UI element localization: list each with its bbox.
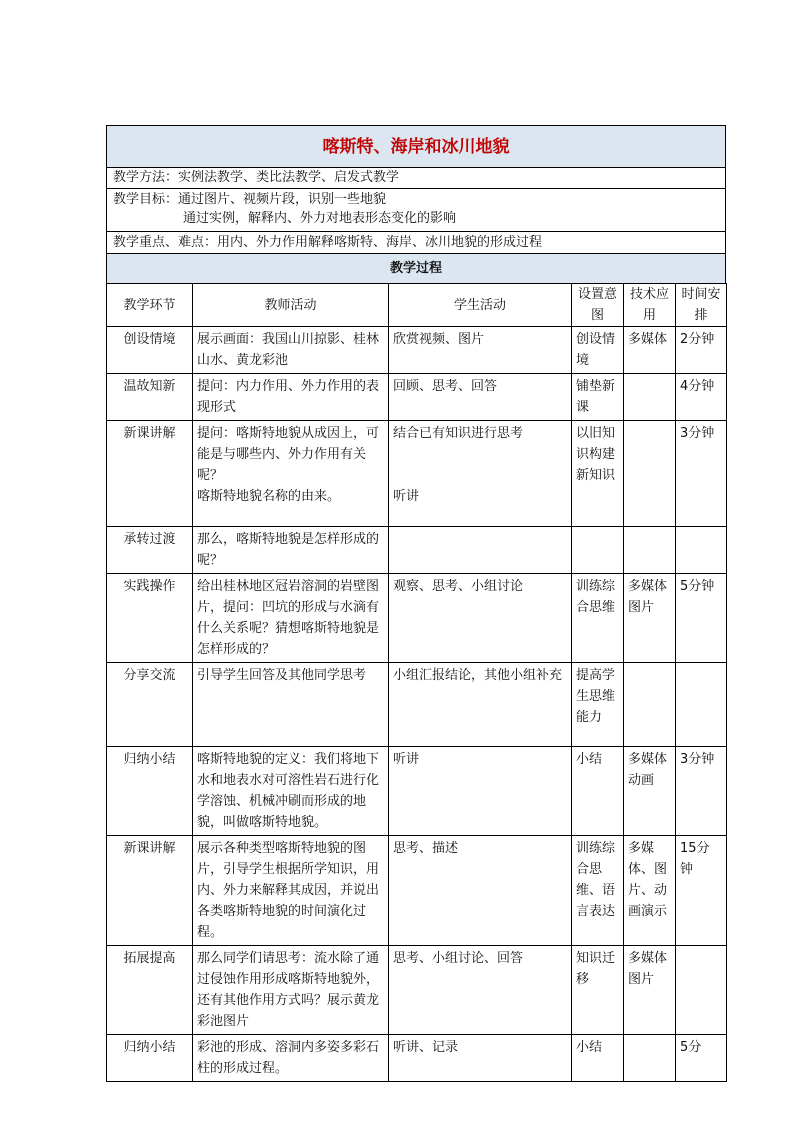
cell-intent: 小结 xyxy=(572,1035,624,1082)
cell-stage: 温故知新 xyxy=(107,374,193,421)
table-row xyxy=(107,836,727,946)
teaching-method: 教学方法：实例法教学、类比法教学、启发式教学 xyxy=(106,167,726,188)
cell-tech xyxy=(624,421,676,527)
cell-tech: 多媒体图片 xyxy=(624,574,676,663)
cell-time xyxy=(676,946,727,1035)
cell-intent: 训练综合思维、语言表达 xyxy=(572,836,624,946)
header-stage: 教学环节 xyxy=(107,284,193,327)
cell-tech xyxy=(624,663,676,747)
cell-teacher: 那么，喀斯特地貌是怎样形成的呢？ xyxy=(193,527,389,574)
cell-student: 回顾、思考、回答 xyxy=(389,374,572,421)
table-row xyxy=(107,327,727,374)
header-tech: 技术应用 xyxy=(624,284,676,327)
teaching-goal xyxy=(106,188,726,231)
cell-stage: 实践操作 xyxy=(107,574,193,663)
cell-tech: 多媒体、图片、动画演示 xyxy=(624,836,676,946)
cell-intent: 训练综合思维 xyxy=(572,574,624,663)
table-row xyxy=(107,747,727,836)
cell-time xyxy=(676,663,727,747)
cell-student: 听讲 xyxy=(389,747,572,836)
cell-stage: 分享交流 xyxy=(107,663,193,747)
cell-time: 5分钟 xyxy=(676,574,727,663)
cell-student: 思考、小组讨论、回答 xyxy=(389,946,572,1035)
cell-time: 15分钟 xyxy=(676,836,727,946)
cell-time xyxy=(676,527,727,574)
cell-teacher-question: 提问：喀斯特地貌从成因上，可能是与哪些内、外力作用有关呢？ xyxy=(197,426,380,483)
cell-teacher-note: 喀斯特地貌名称的由来。 xyxy=(197,489,341,504)
table-row xyxy=(107,574,727,663)
cell-time: 3分钟 xyxy=(676,421,727,527)
cell-tech xyxy=(624,527,676,574)
process-heading: 教学过程 xyxy=(106,253,726,283)
cell-intent: 小结 xyxy=(572,747,624,836)
cell-time: 5分 xyxy=(676,1035,727,1082)
cell-student xyxy=(389,421,572,527)
cell-stage: 创设情境 xyxy=(107,327,193,374)
teaching-goal-line-2: 通过实例，解释内、外力对地表形态变化的影响 xyxy=(183,211,457,226)
cell-intent: 铺垫新课 xyxy=(572,374,624,421)
table-row xyxy=(107,374,727,421)
cell-student-think: 结合已有知识进行思考 xyxy=(393,426,524,441)
cell-teacher: 彩池的形成、溶洞内多姿多彩石柱的形成过程。 xyxy=(193,1035,389,1082)
cell-intent: 以旧知识构建新知识 xyxy=(572,421,624,527)
cell-tech: 多媒体动画 xyxy=(624,747,676,836)
cell-time: 4分钟 xyxy=(676,374,727,421)
cell-time: 3分钟 xyxy=(676,747,727,836)
teaching-goal-line-1: 教学目标：通过图片、视频片段，识别一些地貌 xyxy=(113,192,387,207)
cell-stage: 承转过渡 xyxy=(107,527,193,574)
cell-student: 思考、描述 xyxy=(389,836,572,946)
cell-student: 听讲、记录 xyxy=(389,1035,572,1082)
table-row xyxy=(107,527,727,574)
cell-intent: 知识迁移 xyxy=(572,946,624,1035)
cell-stage: 新课讲解 xyxy=(107,421,193,527)
header-student: 学生活动 xyxy=(389,284,572,327)
header-teacher: 教师活动 xyxy=(193,284,389,327)
table-row xyxy=(107,1035,727,1082)
lesson-plan xyxy=(106,125,726,1082)
cell-student-listen: 听讲 xyxy=(393,489,420,504)
table-header-row xyxy=(107,284,727,327)
cell-teacher: 那么同学们请思考：流水除了通过侵蚀作用形成喀斯特地貌外，还有其他作用方式吗？展示黄龙彩池图片 xyxy=(193,946,389,1035)
cell-intent: 提高学生思维能力 xyxy=(572,663,624,747)
cell-teacher: 喀斯特地貌的定义：我们将地下水和地表水对可溶性岩石进行化学溶蚀、机械冲刷而形成的地貌，叫做喀斯特地貌。 xyxy=(193,747,389,836)
cell-intent: 创设情境 xyxy=(572,327,624,374)
cell-tech xyxy=(624,374,676,421)
table-row xyxy=(107,946,727,1035)
header-time: 时间安排 xyxy=(676,284,727,327)
cell-tech: 多媒体 xyxy=(624,327,676,374)
cell-time: 2分钟 xyxy=(676,327,727,374)
cell-tech xyxy=(624,1035,676,1082)
cell-student: 小组汇报结论，其他小组补充 xyxy=(389,663,572,747)
cell-student: 观察、思考、小组讨论 xyxy=(389,574,572,663)
cell-stage: 新课讲解 xyxy=(107,836,193,946)
cell-student: 欣赏视频、图片 xyxy=(389,327,572,374)
cell-teacher: 引导学生回答及其他同学思考 xyxy=(193,663,389,747)
cell-stage: 拓展提高 xyxy=(107,946,193,1035)
process-table xyxy=(106,283,727,1082)
cell-teacher: 提问：内力作用、外力作用的表现形式 xyxy=(193,374,389,421)
header-intent: 设置意图 xyxy=(572,284,624,327)
cell-intent xyxy=(572,527,624,574)
table-row xyxy=(107,663,727,747)
cell-teacher xyxy=(193,421,389,527)
cell-teacher: 给出桂林地区冠岩溶洞的岩壁图片，提问：凹坑的形成与水滴有什么关系呢？猜想喀斯特地貌是怎样形成的？ xyxy=(193,574,389,663)
cell-teacher: 展示画面：我国山川掠影、桂林山水、黄龙彩池 xyxy=(193,327,389,374)
teaching-focus: 教学重点、难点：用内、外力作用解释喀斯特、海岸、冰川地貌的形成过程 xyxy=(106,231,726,253)
cell-student xyxy=(389,527,572,574)
document-title: 喀斯特、海岸和冰川地貌 xyxy=(106,125,726,167)
table-row xyxy=(107,421,727,527)
cell-stage: 归纳小结 xyxy=(107,1035,193,1082)
cell-tech: 多媒体图片 xyxy=(624,946,676,1035)
cell-teacher: 展示各种类型喀斯特地貌的图片，引导学生根据所学知识，用内、外力来解释其成因，并说出各类喀斯特地貌的时间演化过程。 xyxy=(193,836,389,946)
cell-stage: 归纳小结 xyxy=(107,747,193,836)
